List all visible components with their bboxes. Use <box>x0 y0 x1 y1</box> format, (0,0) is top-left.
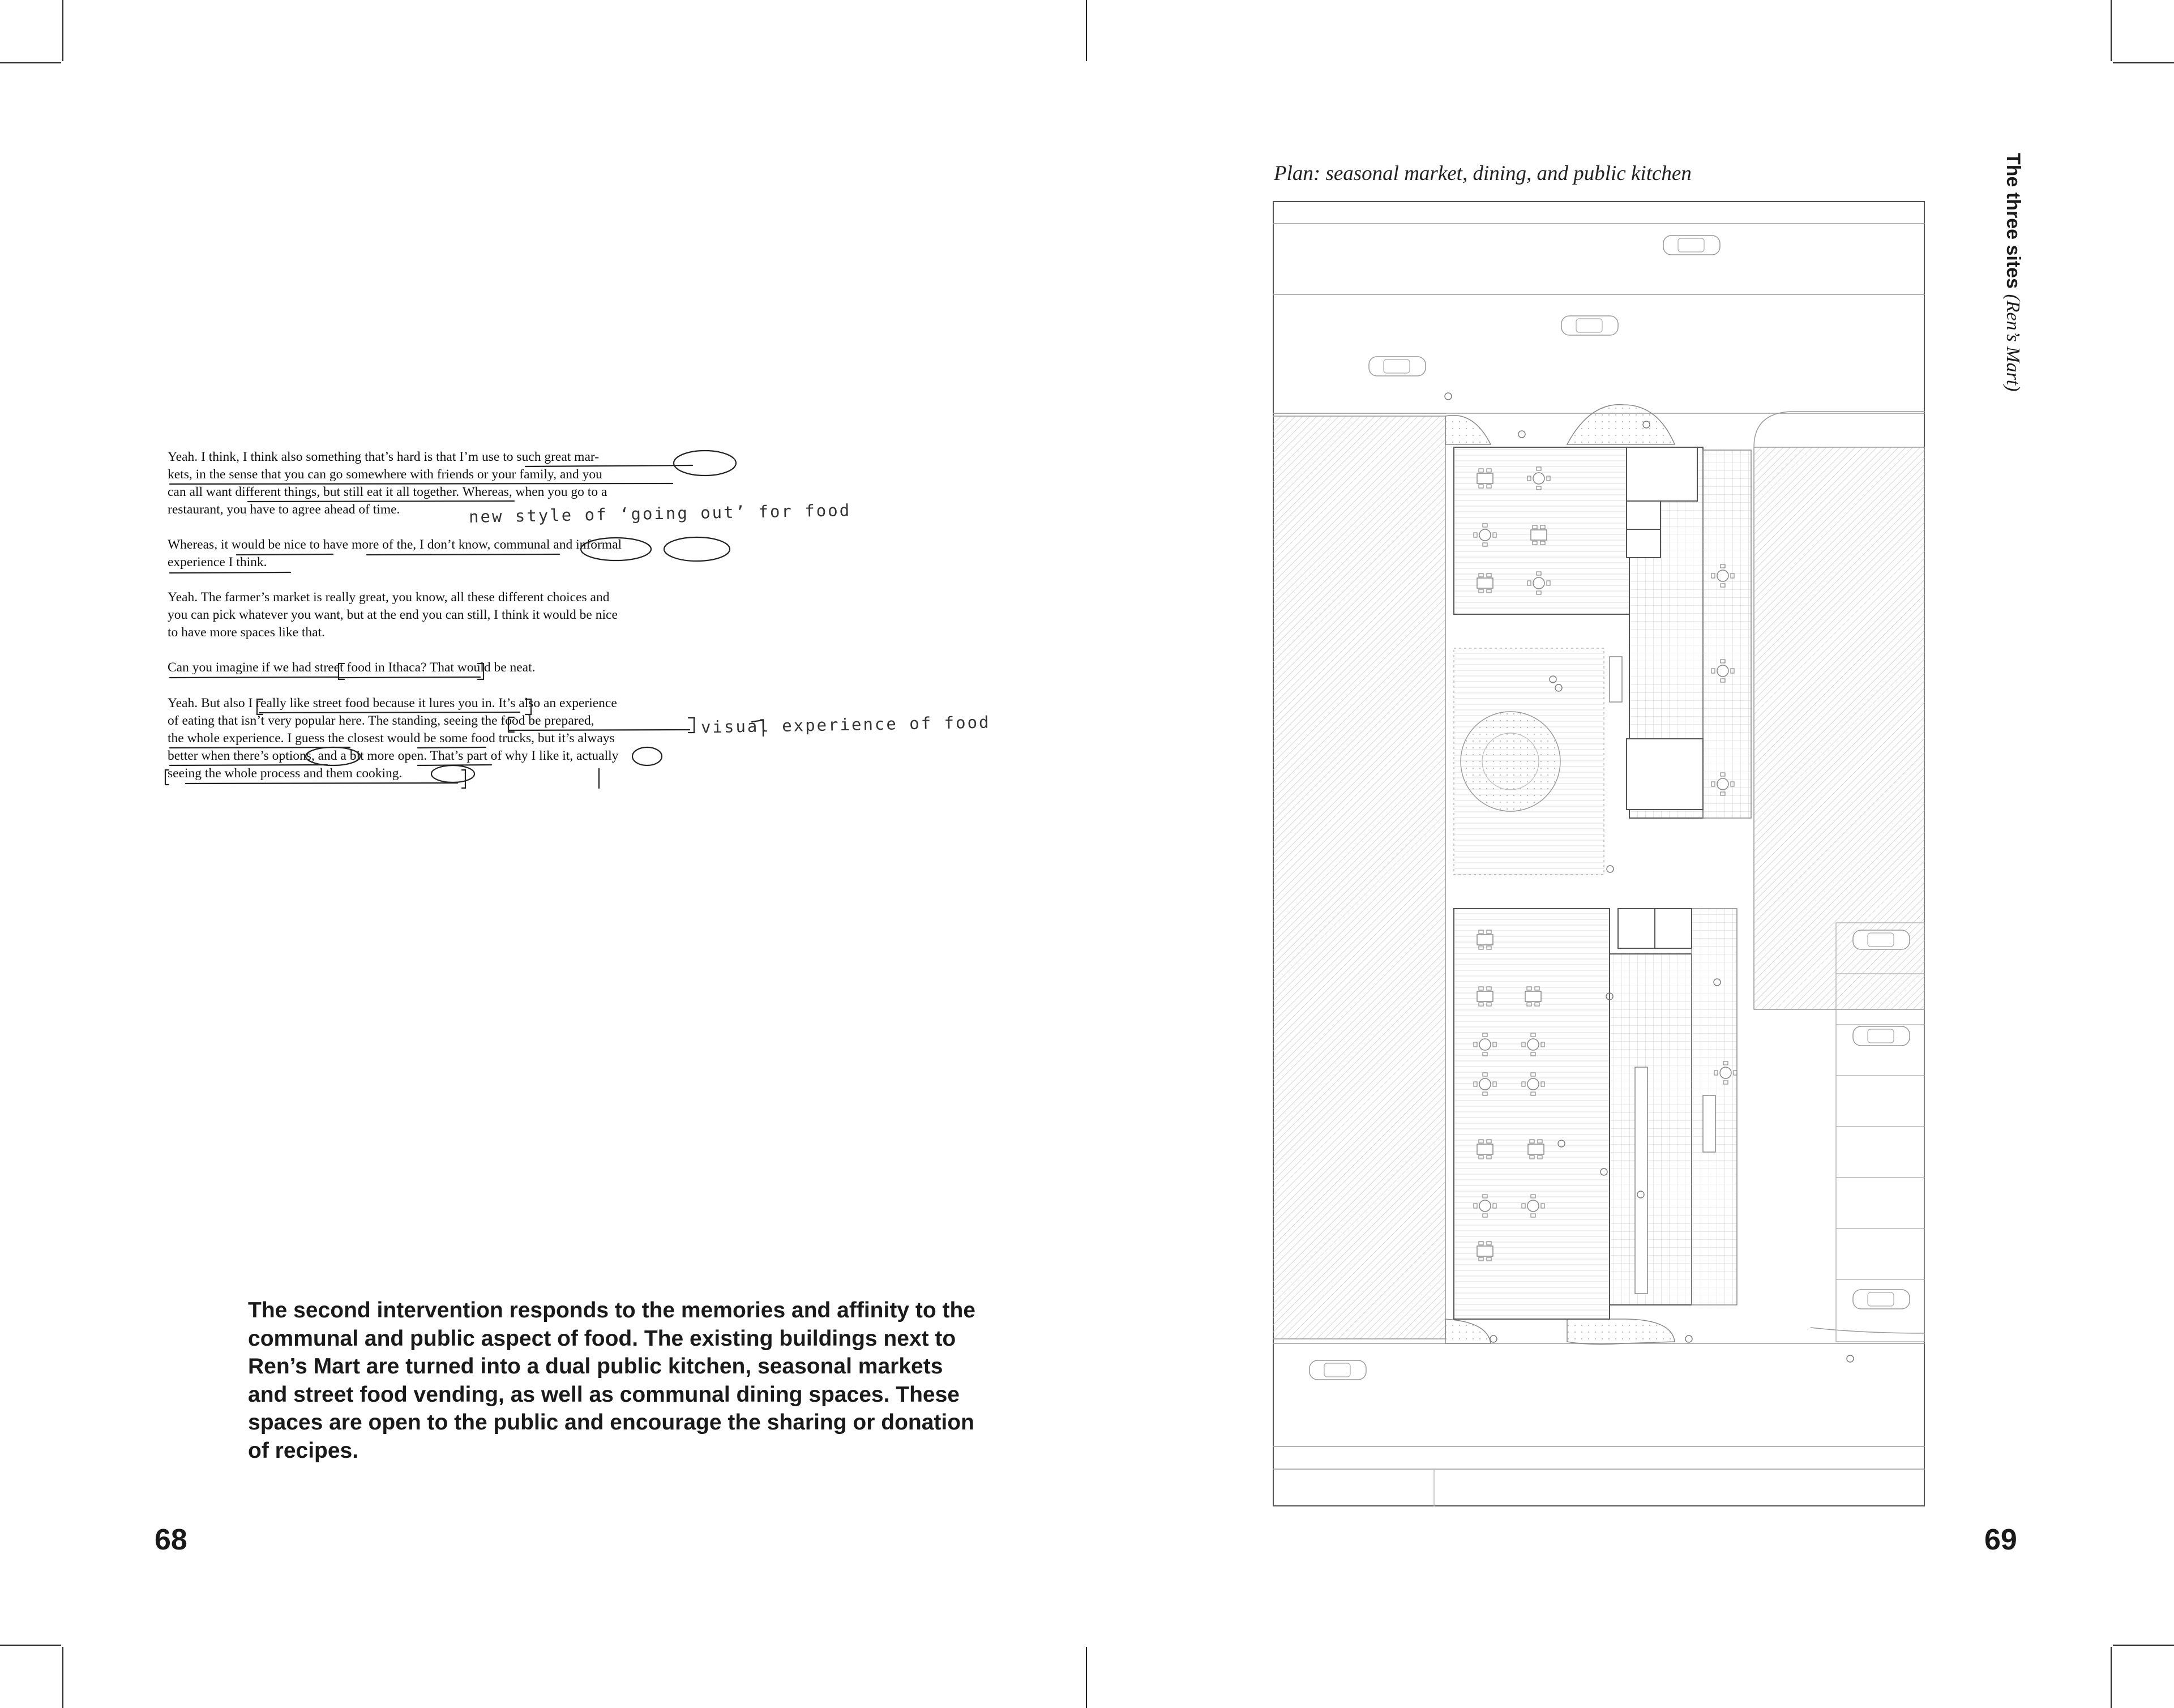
parked-car <box>1853 930 1910 949</box>
transcript-paragraph: Can you imagine if we had street food in Ithaca? That would be neat. <box>168 660 536 675</box>
annotated-transcript <box>163 442 995 804</box>
running-header-title: The three sites <box>2002 153 2024 289</box>
crop-mark <box>62 0 63 61</box>
body-paragraph: The second intervention responds to the memories and affinity to the communal and public aspect of food. The existing buildings next to Ren’s Mart are turned into a dual public kitchen, seasonal markets and street food vending, as well as communal dining spaces. These spaces are open to the public and encourage the sharing or donation of recipes. <box>248 1298 976 1463</box>
crop-mark <box>1086 1647 1087 1708</box>
crop-mark <box>0 1645 61 1646</box>
plan-caption: Plan: seasonal market, dining, and public kitchen <box>1274 162 1692 185</box>
courtyard <box>1454 648 1604 875</box>
south-building <box>1454 909 1737 1319</box>
parked-car <box>1369 357 1426 376</box>
parked-car <box>1853 1026 1910 1046</box>
page-number-left: 68 <box>155 1523 187 1556</box>
crop-mark <box>2113 62 2174 63</box>
crop-mark <box>0 62 61 63</box>
parked-car <box>1663 236 1720 255</box>
crop-mark <box>2111 0 2112 61</box>
site-plan-svg <box>1273 201 1925 1506</box>
site-plan-drawing <box>1273 201 1925 1506</box>
transcript-paragraph: Yeah. But also I really like street food because it lures you in. It’s also an experience of eating that isn’t very popular here. The standing, seeing the food be prepared, the whole experience. I guess the closest would be some food trucks, but it’s always better when there’s options, and a bit more open. That’s part of why I like it, actually seeing the whole process and them cooking. <box>168 696 619 781</box>
parked-car <box>1853 1290 1910 1309</box>
page-number-right: 69 <box>1984 1523 2017 1556</box>
crop-mark <box>62 1647 63 1708</box>
crop-mark <box>2113 1645 2174 1646</box>
crop-mark <box>1086 0 1087 61</box>
handwritten-note: new style of ‘going out’ for food <box>468 500 851 526</box>
transcript-paragraph: Yeah. The farmer’s market is really great, you know, all these different choices and you can pick whatever you want, but at the end you can still, I think it would be nice to have more spaces like that. <box>168 590 618 640</box>
parked-car <box>1561 316 1618 335</box>
crop-mark <box>2111 1647 2112 1708</box>
parked-car <box>1309 1360 1366 1380</box>
handwritten-note: visual experience of food <box>700 712 991 737</box>
transcript-paragraph: Whereas, it would be nice to have more of the, I don’t know, communal and informal experience I think. <box>168 537 622 570</box>
running-header-subtitle: (Ren’s Mart) <box>2002 294 2023 392</box>
transcript-paragraph: Yeah. I think, I think also something that’s hard is that I’m use to such great mar- kets, in the sense that you can go somewhere with friends or your family, and you can all want different things, but still eat it all together. Whereas, when you go to a restaurant, you have to agree ahead of time. <box>168 450 607 517</box>
pen-markup <box>163 442 995 804</box>
running-header <box>1997 153 2031 425</box>
